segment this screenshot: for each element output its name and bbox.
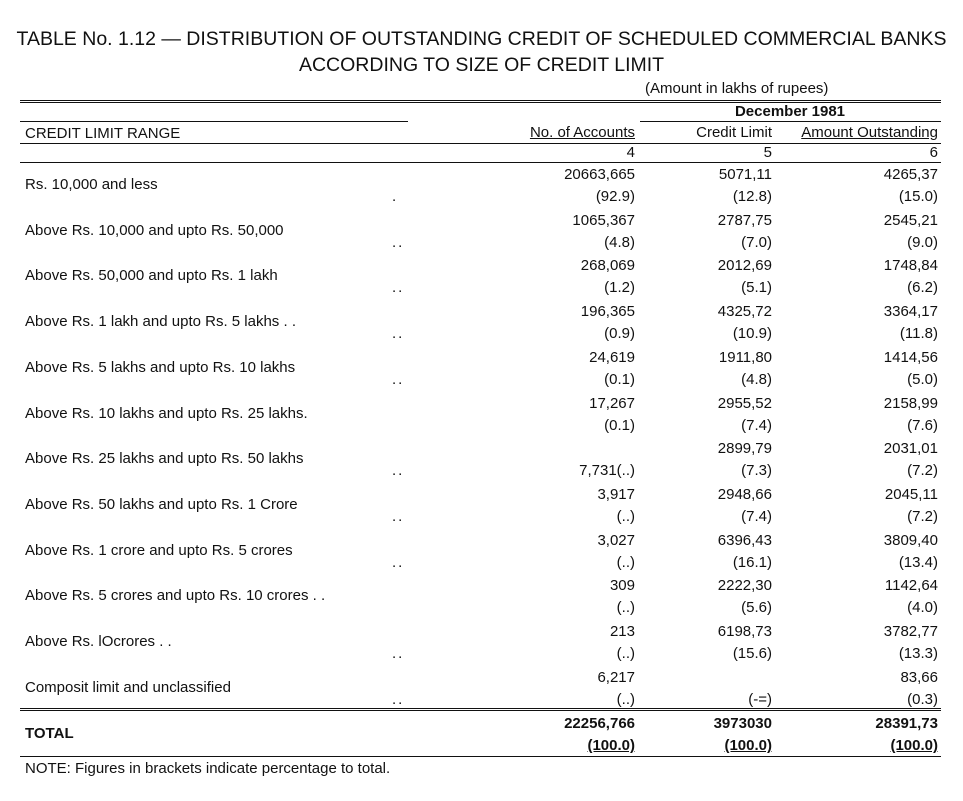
accounts-pct: (0.1): [604, 370, 635, 388]
accounts-pct: (4.8): [604, 233, 635, 251]
row-label: Above Rs. lOcrores . .: [25, 633, 172, 650]
accounts-pct: 7,731(..): [579, 462, 635, 480]
accounts-value: 268,069: [580, 257, 635, 275]
bottom-rule: [20, 756, 941, 757]
outstanding-pct: (5.0): [907, 370, 938, 388]
total-outstanding-pct: (100.0): [890, 737, 938, 754]
period-header: December 1981: [734, 103, 846, 120]
limit-pct: (7.0): [741, 233, 772, 251]
accounts-value: 1065,367: [572, 211, 635, 229]
total-limit: 3973030: [713, 715, 772, 732]
outstanding-value: 2045,11: [884, 485, 938, 503]
accounts-pct: (..): [616, 599, 635, 617]
limit-pct: (7.4): [741, 416, 772, 434]
limit-value: 4325,72: [717, 303, 772, 321]
outstanding-pct: (13.3): [898, 645, 938, 662]
row-label: Above Rs. 25 lakhs and upto Rs. 50 lakhs: [25, 450, 304, 468]
total-accounts-pct: (100.0): [587, 737, 635, 754]
unit-note: (Amount in lakhs of rupees): [645, 80, 829, 97]
range-header-rule-top: [20, 121, 408, 122]
limit-pct: (5.6): [741, 599, 772, 617]
accounts-pct: (92.9): [595, 188, 635, 205]
outstanding-pct: (7.2): [907, 462, 938, 480]
outstanding-value: 4265,37: [883, 166, 938, 183]
outstanding-pct: (9.0): [907, 233, 938, 251]
accounts-header: No. of Accounts: [529, 124, 635, 141]
accounts-value: 20663,665: [564, 166, 635, 183]
limit-value: 2787,75: [717, 211, 772, 229]
limit-value: 6198,73: [717, 623, 772, 640]
total-limit-pct: (100.0): [724, 737, 772, 754]
row-label: Above Rs. 50,000 and upto Rs. 1 lakh: [25, 267, 278, 285]
table-title-line-1: TABLE No. 1.12 — DISTRIBUTION OF OUTSTANDING CREDIT OF SCHEDULED COMMERCIAL BANKS: [16, 28, 947, 50]
outstanding-value: 2545,21: [883, 211, 938, 229]
row-label: Above Rs. 50 lakhs and upto Rs. 1 Crore: [25, 495, 298, 513]
row-leader-dots: ..: [392, 462, 405, 480]
accounts-pct: (..): [616, 553, 635, 571]
row-leader-dots: ..: [392, 279, 405, 297]
limit-value: 2948,66: [717, 485, 772, 503]
outstanding-pct: (11.8): [899, 325, 938, 343]
total-outstanding: 28391,73: [875, 715, 938, 732]
accounts-pct: (0.9): [604, 325, 635, 343]
row-label: Above Rs. 5 crores and upto Rs. 10 crores . .: [25, 587, 326, 605]
outstanding-header: Amount Outstanding: [801, 124, 938, 141]
row-leader-dots: ..: [392, 507, 405, 525]
limit-pct: (-=): [748, 690, 772, 708]
row-label: Rs. 10,000 and less: [25, 176, 158, 193]
outstanding-value: 83,66: [900, 668, 938, 686]
limit-pct: (15.6): [732, 645, 772, 662]
outstanding-value: 3782,77: [883, 623, 938, 640]
limit-pct: (16.1): [732, 553, 772, 571]
limit-value: 1911,80: [718, 348, 772, 366]
row-label: Above Rs. 1 lakh and upto Rs. 5 lakhs . .: [25, 313, 296, 331]
row-leader-dots: ..: [392, 690, 405, 708]
limit-header: Credit Limit: [696, 124, 772, 141]
limit-value: 2899,79: [717, 440, 772, 458]
limit-pct: (7.3): [741, 462, 772, 480]
outstanding-value: 3809,40: [883, 531, 938, 549]
accounts-value: 6,217: [597, 668, 635, 686]
limit-value: 5071,11: [718, 166, 772, 183]
outstanding-value: 1142,64: [884, 577, 938, 595]
accounts-value: 3,917: [597, 485, 635, 503]
outstanding-value: 1414,56: [883, 348, 938, 366]
accounts-value: 213: [609, 623, 635, 640]
accounts-value: 24,619: [589, 348, 635, 366]
outstanding-value: 2031,01: [883, 440, 938, 458]
limit-value: 2222,30: [717, 577, 772, 595]
col-num-outstanding: 6: [929, 144, 938, 161]
row-leader-dots: ..: [392, 370, 405, 388]
row-label: Above Rs. 5 lakhs and upto Rs. 10 lakhs: [25, 358, 296, 376]
limit-pct: (5.1): [741, 279, 772, 297]
accounts-value: 3,027: [597, 531, 635, 549]
range-header: CREDIT LIMIT RANGE: [25, 125, 181, 142]
row-leader-dots: ..: [392, 233, 405, 251]
row-leader-dots: ..: [392, 645, 405, 662]
accounts-pct: (..): [616, 690, 635, 708]
row-leader-dots: ..: [392, 553, 405, 571]
outstanding-pct: (7.6): [907, 416, 938, 434]
col-num-limit: 5: [763, 144, 772, 161]
range-header-rule-bottom: [20, 162, 408, 163]
accounts-pct: (0.1): [604, 416, 635, 434]
outstanding-pct: (0.3): [907, 690, 938, 708]
table-title-line-2: ACCORDING TO SIZE OF CREDIT LIMIT: [298, 54, 665, 76]
outstanding-value: 3364,17: [883, 303, 938, 321]
accounts-value: 17,267: [589, 394, 635, 412]
outstanding-pct: (6.2): [907, 279, 938, 297]
accounts-value: 309: [609, 577, 635, 595]
accounts-value: 196,365: [580, 303, 635, 321]
outstanding-pct: (15.0): [898, 188, 938, 205]
outstanding-pct: (7.2): [907, 507, 938, 525]
row-leader-dots: ..: [392, 325, 405, 343]
limit-value: 6396,43: [717, 531, 772, 549]
col-num-accounts: 4: [626, 144, 635, 161]
row-label: Composit limit and unclassified: [25, 678, 231, 696]
limit-pct: (4.8): [741, 370, 772, 388]
limit-value: 2955,52: [717, 394, 772, 412]
limit-pct: (12.8): [732, 188, 772, 205]
outstanding-value: 2158,99: [883, 394, 938, 412]
total-rule: [20, 708, 941, 709]
footnote: NOTE: Figures in brackets indicate percentage to total.: [25, 760, 391, 777]
row-label: Above Rs. 10 lakhs and upto Rs. 25 lakhs.: [25, 404, 308, 422]
total-accounts: 22256,766: [564, 715, 635, 732]
accounts-pct: (..): [616, 507, 635, 525]
outstanding-pct: (4.0): [907, 599, 938, 617]
row-leader-dots: .: [392, 188, 399, 205]
row-label: Above Rs. 1 crore and upto Rs. 5 crores: [25, 541, 293, 559]
limit-pct: (7.4): [741, 507, 772, 525]
total-label: TOTAL: [25, 725, 74, 742]
total-rule-double: [20, 710, 941, 711]
top-rule: [20, 100, 941, 101]
limit-pct: (10.9): [732, 325, 772, 343]
limit-value: 2012,69: [717, 257, 772, 275]
row-label: Above Rs. 10,000 and upto Rs. 50,000: [25, 221, 284, 239]
outstanding-pct: (13.4): [898, 553, 938, 571]
accounts-pct: (1.2): [604, 279, 635, 297]
accounts-pct: (..): [616, 645, 635, 662]
outstanding-value: 1748,84: [883, 257, 938, 275]
